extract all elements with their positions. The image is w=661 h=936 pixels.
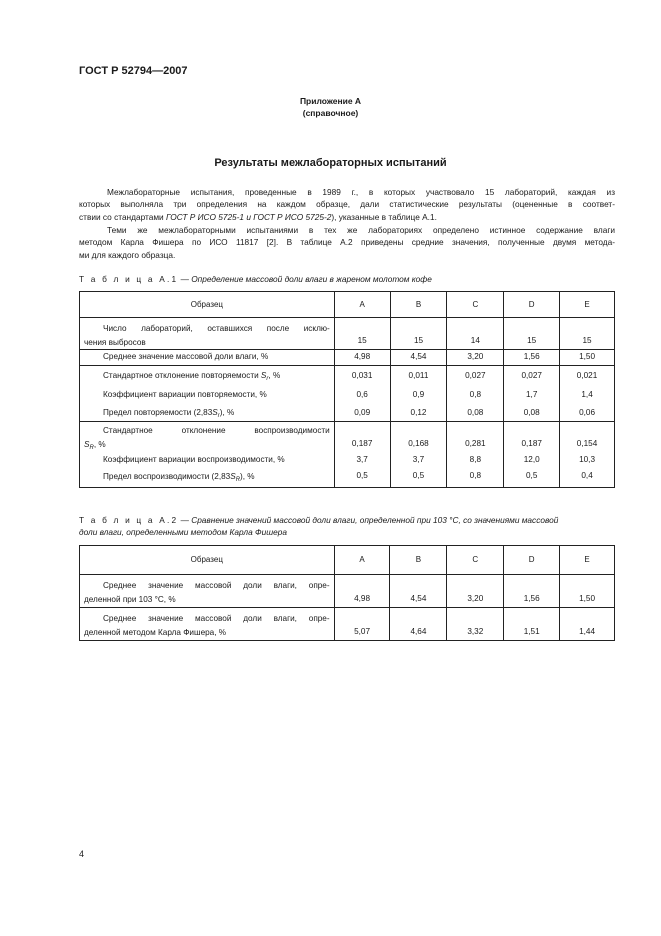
table-cell-group: 0,027 0,8 0,08	[447, 366, 504, 422]
table-cell: 15	[504, 318, 560, 350]
column-header: D	[504, 546, 560, 575]
paragraph-line: ствии со стандартами ГОСТ Р ИСО 5725-1 и ГОСТ Р ИСО 5725-2), указанные в таблице А.1.	[79, 211, 437, 222]
column-header: A	[334, 292, 390, 318]
table-cell: 1,44	[560, 608, 615, 641]
section-title: Результаты межлабораторных испытаний	[214, 157, 447, 169]
table-cell: 1,50	[560, 350, 615, 366]
table-cell: 3,32	[447, 608, 504, 641]
table-cell: 3,20	[447, 350, 504, 366]
table1-caption: Т а б л и ц а А.1 — Определение массовой доли влаги в жареном молотом кофе	[79, 274, 432, 284]
table-cell: 4,54	[390, 575, 447, 608]
table-a2	[79, 545, 615, 641]
table-cell: 1,56	[504, 350, 560, 366]
row-label-group	[80, 422, 335, 488]
table-cell: 15	[334, 318, 390, 350]
table-row-group	[80, 422, 615, 488]
paragraph-line: методом Карла Фишера по ИСО 11817 [2]. В таблице А.2 приведены средние значения, полученные двумя метода-	[79, 237, 615, 248]
table-cell-group: 0,031 0,6 0,09	[334, 366, 390, 422]
table-cell-group: 0,021 1,4 0,06	[560, 366, 615, 422]
row-label: $S_R$, %	[84, 439, 106, 451]
row-label: Стандартное отклонение повторяемости $S_r$, %	[103, 371, 281, 382]
table-cell: 1,56	[504, 575, 560, 608]
table2-caption: Т а б л и ц а А.2 — Сравнение значений массовой доли влаги, определенной при 103 °С, со значениями массовой доли влаги, определенными методом Карла Фишера	[79, 515, 559, 538]
document-header: ГОСТ Р 52794—2007	[79, 65, 188, 77]
table-row	[80, 575, 615, 608]
table-cell: 15	[560, 318, 615, 350]
table-cell: 1,51	[504, 608, 560, 641]
paragraph-line: Межлабораторные испытания, проведенные в 1989 г., в которых участвовало 15 лабораторий, каждая из	[107, 187, 615, 197]
table-cell: 1,50	[560, 575, 615, 608]
column-header: E	[560, 546, 615, 575]
row-label: Предел повторяемости $(2,83S_r)$, %	[103, 408, 235, 419]
row-label-group	[80, 366, 335, 422]
paragraph-line: Теми же межлабораторными испытаниями в тех же лабораториях определено истинное содержание влаги	[107, 225, 615, 235]
paragraph-intro	[79, 186, 615, 223]
standard-reference: ГОСТ Р ИСО 5725-1	[166, 211, 245, 222]
table-header-row	[80, 292, 615, 318]
row-label: Среднее значение массовой доли влаги, %	[80, 350, 335, 366]
appendix-title: Приложение А	[299, 96, 362, 106]
column-header: B	[390, 546, 447, 575]
table-cell-group: 0,154 10,3 0,4	[560, 422, 615, 488]
table-cell: 15	[390, 318, 447, 350]
table-row	[80, 608, 615, 641]
column-header: A	[334, 546, 390, 575]
table-cell-group: 0,027 1,7 0,08	[504, 366, 560, 422]
table-row-group	[80, 366, 615, 422]
column-header: B	[390, 292, 447, 318]
table-cell: 3,20	[447, 575, 504, 608]
table-cell-group: 0,011 0,9 0,12	[390, 366, 447, 422]
row-label: Коэффициент вариации воспроизводимости, %	[103, 455, 285, 464]
column-header: E	[560, 292, 615, 318]
row-label: Среднее значение массовой доли влаги, опре- деленной методом Карла Фишера, %	[80, 608, 335, 641]
column-header: Образец	[80, 292, 335, 318]
table-row	[80, 350, 615, 366]
paragraph-line: ми для каждого образца.	[79, 249, 176, 260]
table-cell-group: 0,187 12,0 0,5	[504, 422, 560, 488]
table-cell: 4,64	[390, 608, 447, 641]
row-label: Коэффициент вариации повторяемости, %	[103, 389, 267, 399]
row-label: Число лабораторий, оставшихся после исклю- чения выбросов	[80, 318, 335, 350]
table-cell: 14	[447, 318, 504, 350]
table-cell: 4,98	[334, 350, 390, 366]
paragraph-karl-fischer	[79, 224, 615, 261]
column-header: C	[447, 546, 504, 575]
page-number: 4	[79, 849, 85, 859]
paragraph-line: которых выполняла три определения на каждом образце, дали статистические результаты (оцененные в соответ-	[79, 199, 615, 210]
table-cell: 4,98	[334, 575, 390, 608]
table-cell-group: 0,281 8,8 0,8	[447, 422, 504, 488]
standard-reference: ГОСТ Р ИСО 5725-2	[253, 211, 332, 222]
appendix-subtitle: (справочное)	[302, 108, 359, 118]
row-label: Среднее значение массовой доли влаги, опре- деленной при 103 °С, %	[80, 575, 335, 608]
table-row	[80, 318, 615, 350]
column-header: C	[447, 292, 504, 318]
table-header-row	[80, 546, 615, 575]
table-cell: 4,54	[390, 350, 447, 366]
row-label: Предел воспроизводимости $(2,83S_R)$, %	[103, 471, 255, 483]
row-label: Стандартное отклонение воспроизводимости	[103, 426, 330, 435]
table-cell-group: 0,187 3,7 0,5	[334, 422, 390, 488]
table-a1	[79, 291, 615, 488]
table-cell: 5,07	[334, 608, 390, 641]
column-header: D	[504, 292, 560, 318]
column-header: Образец	[80, 546, 335, 575]
table-cell-group: 0,168 3,7 0,5	[390, 422, 447, 488]
